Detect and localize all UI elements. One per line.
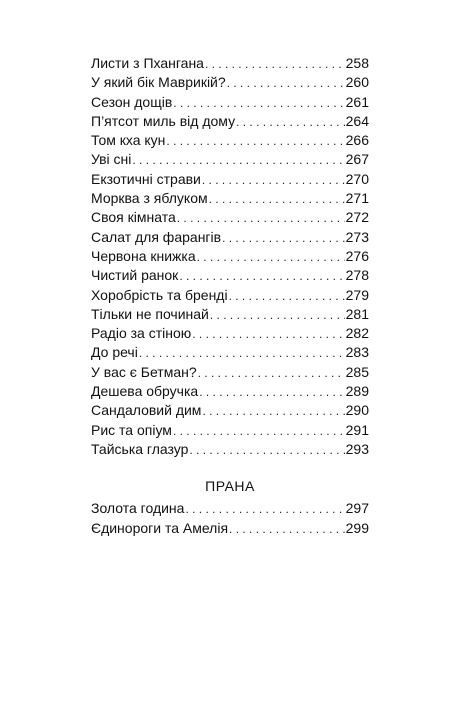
toc-entry [91,324,369,343]
dot-leader [236,113,345,132]
toc-entry-page-number: 261 [345,93,369,110]
toc-entry-title: П’ятсот миль від дому [91,112,236,129]
toc-entry-page-number: 289 [345,383,369,400]
dot-leader [222,229,345,248]
toc-entry-title: Сезон дощів [91,93,173,110]
toc-entry-title: Єдинороги та Амелія [91,519,229,536]
toc-entry-page-number: 273 [345,228,369,245]
toc-entry [91,208,369,227]
dot-leader [198,364,345,383]
dot-leader [179,267,344,286]
dot-leader [205,55,345,74]
toc-entry-title: Чистий ранок [91,267,179,284]
toc-entry-page-number: 276 [345,247,369,264]
toc-entry [91,440,369,459]
toc-entry [91,266,369,285]
toc-entry-title: Хоробрість та бренді [91,286,228,303]
toc-entry-title: Екзотичні страви [91,170,201,187]
toc-entry [91,228,369,247]
dot-leader [227,74,345,93]
toc-entry-page-number: 285 [345,363,369,380]
toc-entry [91,382,369,401]
dot-leader [189,441,344,460]
dot-leader [199,383,344,402]
toc-entry-page-number: 299 [345,519,369,536]
toc-entry-title: Червона книжка [91,247,196,264]
dot-leader [202,171,345,190]
toc-entry-title: Рис та опіум [91,421,172,438]
toc-entry [91,170,369,189]
dot-leader [229,520,345,539]
section-heading-prana: ПРАНА [205,478,255,495]
dot-leader [197,248,345,267]
toc-entry-page-number: 270 [345,170,369,187]
toc-entry-page-number: 258 [345,55,369,71]
dot-leader [209,190,345,209]
toc-entry-page-number: 266 [345,132,369,149]
toc-entry-page-number: 282 [345,325,369,342]
toc-entry [91,54,369,73]
toc-entry-title: Уві сні [91,151,132,168]
toc-entry [91,343,369,362]
toc-entry [91,286,369,305]
toc-entry-title: У вас є Бетман? [91,363,197,380]
toc-entry-page-number: 264 [345,112,369,129]
toc-entry [91,421,369,440]
dot-leader [177,209,345,228]
toc-entry-title: У який бік Маврикій? [91,74,226,91]
toc-entry [91,499,369,518]
toc-entry [91,305,369,324]
toc-entry-page-number: 291 [345,421,369,438]
dot-leader [173,422,345,441]
table-of-contents [91,54,369,538]
toc-entry-title: Тайська глазур [91,440,189,457]
toc-list-prana [91,499,369,538]
toc-entry-title: Дешева обручка [91,383,199,400]
toc-entry-page-number: 267 [345,151,369,168]
dot-leader [173,94,344,113]
toc-entry [91,247,369,266]
dot-leader [202,402,344,421]
toc-entry-page-number: 278 [345,267,369,284]
toc-entry [91,150,369,169]
toc-entry [91,73,369,92]
toc-entry-page-number: 293 [345,440,369,457]
toc-entry-page-number: 272 [345,209,369,226]
toc-entry [91,519,369,538]
toc-entry [91,401,369,420]
dot-leader [210,306,345,325]
toc-entry-page-number: 271 [345,190,369,207]
toc-entry-title: До речі [91,344,138,361]
dot-leader [229,287,345,306]
toc-entry-page-number: 290 [345,402,369,419]
dot-leader [185,500,344,519]
toc-entry-page-number: 260 [345,74,369,91]
toc-entry-title: Том кха кун [91,132,166,149]
toc-entry-title: Сандаловий дим [91,402,202,419]
dot-leader [166,132,344,151]
toc-entry [91,363,369,382]
toc-entry [91,112,369,131]
dot-leader [139,344,345,363]
toc-entry-page-number: 279 [345,286,369,303]
toc-entry-title: Своя кімната [91,209,176,226]
dot-leader [192,325,344,344]
toc-entry-title: Салат для фарангів [91,228,222,245]
toc-entry-title: Листи з Пхангана [91,55,204,71]
toc-entry-title: Тільки не починай [91,305,209,322]
toc-entry-title: Золота година [91,500,185,517]
toc-entry-page-number: 283 [345,344,369,361]
toc-entry [91,189,369,208]
dot-leader [132,151,344,170]
toc-entry-page-number: 297 [345,500,369,517]
toc-list-part1 [91,54,369,459]
toc-entry [91,131,369,150]
toc-entry-title: Морква з яблуком [91,190,208,207]
toc-entry-page-number: 281 [345,305,369,322]
toc-entry [91,93,369,112]
toc-entry-title: Радіо за стіною [91,325,192,342]
